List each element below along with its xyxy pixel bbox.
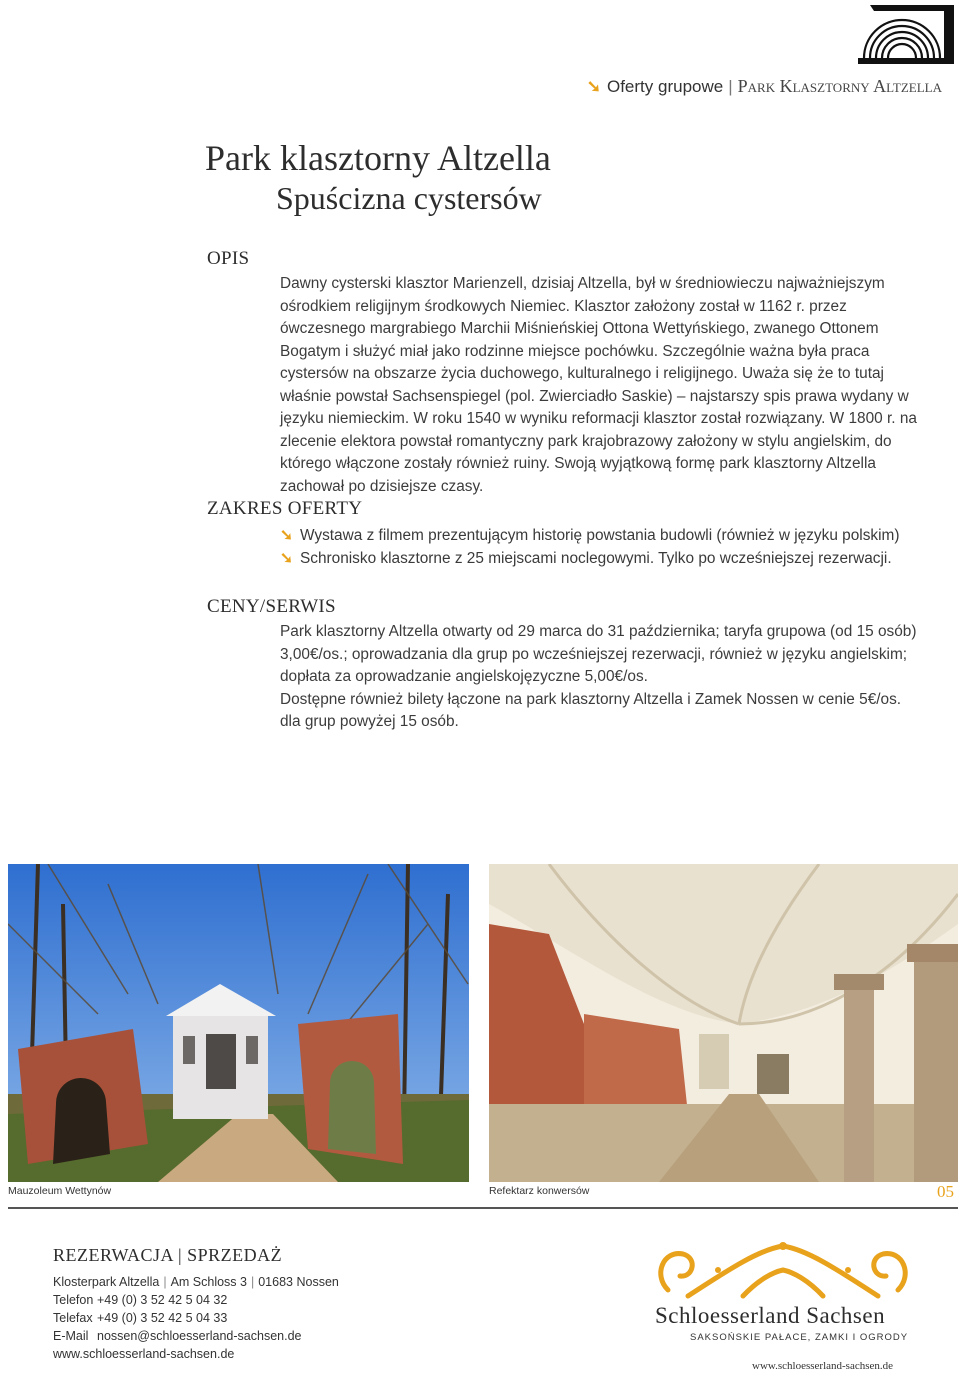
- breadcrumb-separator: |: [728, 77, 733, 96]
- photo-caption-1: Mauzoleum Wettynów: [8, 1185, 112, 1197]
- breadcrumb-section: Oferty grupowe: [606, 77, 724, 96]
- fax-number: +49 (0) 3 52 42 5 04 33: [97, 1311, 228, 1325]
- page-number: 05: [937, 1182, 954, 1201]
- ceny-line-1: Park klasztorny Altzella otwarty od 29 marca do 31 października; taryfa grupowa (od 15 osób) 3,00€/os.; oprowadzania dla grup po wcześniejszej rezerwacji, również w języku angielskim; dopłata za oprowadzanie angielskojęzyczne 5,00€/os.: [280, 623, 917, 685]
- fax-line: [53, 1309, 227, 1327]
- fax-label: Telefax: [53, 1311, 93, 1325]
- address-line: [53, 1273, 339, 1291]
- list-item: [280, 525, 920, 548]
- offer-item-text: Schronisko klasztorne z 25 miejscami noclegowymi. Tylko po wcześniejszej rezerwacji.: [300, 549, 892, 567]
- ceny-line-2: Dostępne również bilety łączone na park klasztorny Altzella i Zamek Nossen w cenie 5€/os. dla grup powyżej 15 osób.: [280, 690, 902, 730]
- brand-website[interactable]: www.schloesserland-sachsen.de: [752, 1360, 894, 1372]
- offer-list: [280, 525, 920, 570]
- address-name: Klosterpark Altzella: [53, 1275, 160, 1289]
- phone-label: Telefon: [53, 1293, 94, 1307]
- photo-caption-2: Refektarz konwersów: [489, 1185, 590, 1197]
- address-separator: |: [250, 1275, 255, 1289]
- opis-text: Dawny cysterski klasztor Marienzell, dzisiaj Altzella, był w średniowieczu najważniejszym ośrodkiem religijnym środkowych Niemiec. Klasztor założony został w 1162 r. przez ówczesnego margrabiego Marchii Miśnieńskiej Ottona Wettyńskiego, zwanego Ottonem Bogatym i służyć miał jako rodzinne miejsce pochówku. Szczególnie ważna była praca cystersów na obszarze życia duchowego, kulturalnego i religijnego. Uważa się że to tutaj właśnie powstał Sachsenspiegel (pol. Zwierciadło Saskie) – najstarszy spis prawa wydany w języku niemieckim. W roku 1540 w wyniku reformacji klasztor został rozwiązany. W 1800 r. na zlecenie elektora powstał romantyczny park krajobrazowy założony w stylu angielskim, do którego włączone zostały również ruiny. Swoją wyjątkową formę park klasztorny Altzella zachował po dzisiejsze czasy.: [280, 275, 917, 495]
- page-subtitle: Spuścizna cystersów: [276, 180, 542, 216]
- email-label: E-Mail: [53, 1329, 89, 1343]
- email-link[interactable]: nossen@schloesserland-sachsen.de: [97, 1329, 302, 1343]
- reservation-heading: REZERWACJA | SPRZEDAŻ: [53, 1245, 283, 1265]
- phone-line: [53, 1291, 227, 1309]
- page-title: Park klasztorny Altzella: [205, 138, 551, 178]
- opis-heading: OPIS: [207, 248, 250, 269]
- breadcrumb: [587, 76, 942, 97]
- ceny-text: [280, 621, 920, 734]
- castle-arch-logo-icon: [852, 2, 956, 66]
- email-line: [53, 1327, 301, 1345]
- arrow-bullet-icon: ➘: [280, 549, 293, 567]
- address-city: 01683 Nossen: [258, 1275, 339, 1289]
- footer-divider: [8, 1207, 958, 1209]
- brand-name: Schloesserland Sachsen: [655, 1303, 886, 1328]
- website-link[interactable]: www.schloesserland-sachsen.de: [53, 1347, 235, 1361]
- breadcrumb-page: Park Klasztorny Altzella: [737, 76, 942, 96]
- brand-subtitle: SAKSOŃSKIE PAŁACE, ZAMKI I OGRODY: [690, 1332, 909, 1343]
- phone-number: +49 (0) 3 52 42 5 04 32: [97, 1293, 228, 1307]
- offer-item-text: Wystawa z filmem prezentującym historię powstania budowli (również w języku polskim): [300, 527, 900, 544]
- mausoleum-photo: [8, 864, 469, 1182]
- list-item: [280, 548, 920, 571]
- address-separator: |: [163, 1275, 167, 1289]
- arrow-bullet-icon: ➘: [280, 527, 293, 544]
- ceny-heading: CENY/SERWIS: [207, 596, 336, 617]
- address-street: Am Schloss 3: [170, 1275, 247, 1289]
- arrow-bullet-icon: ➘: [586, 77, 601, 96]
- zakres-heading: ZAKRES OFERTY: [207, 498, 363, 519]
- crown-swirl-logo-icon: [648, 1240, 918, 1302]
- refectory-photo: [489, 864, 958, 1182]
